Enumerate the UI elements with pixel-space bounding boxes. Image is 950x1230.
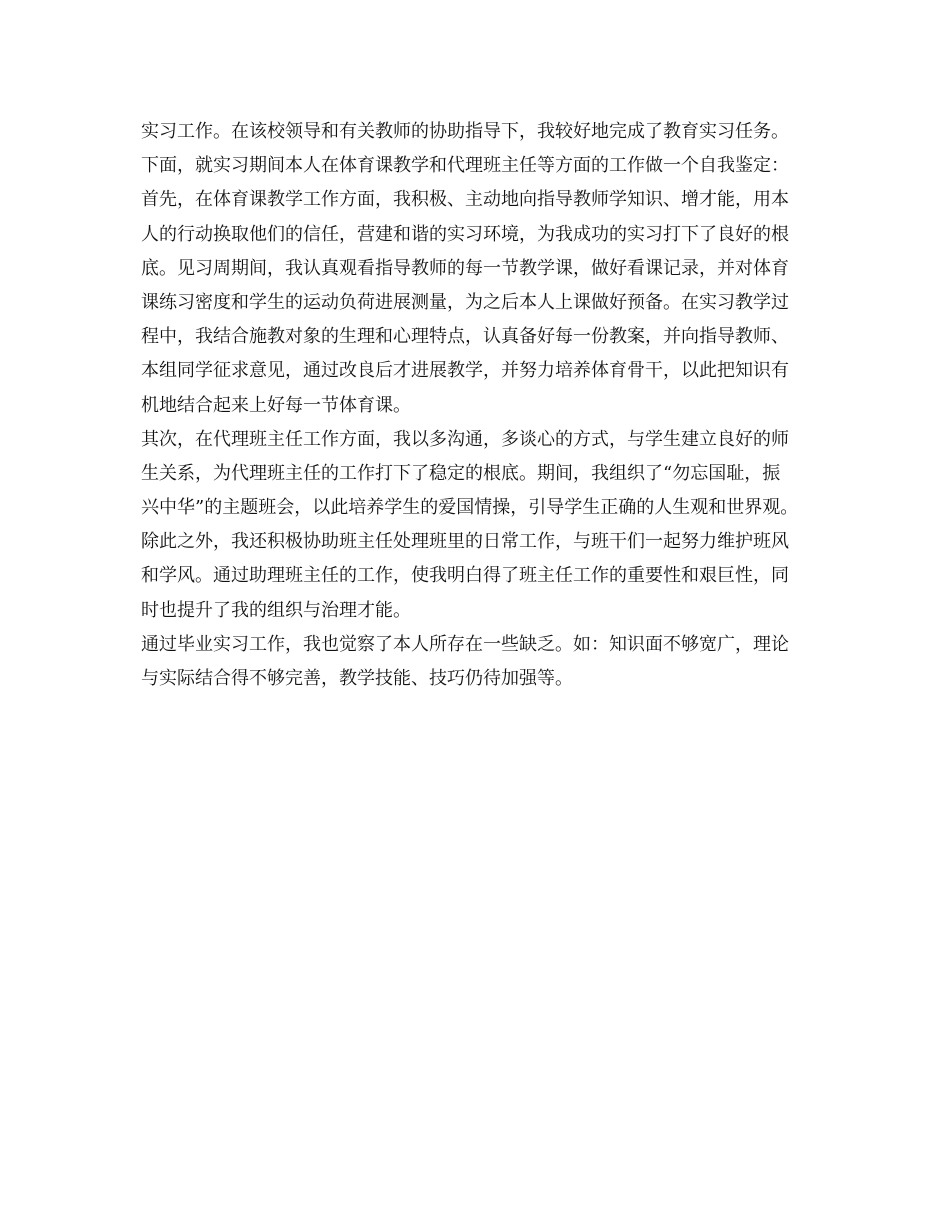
text-line: 下面，就实习期间本人在体育课教学和代理班主任等方面的工作做一个自我鉴定： (141, 155, 789, 177)
body-text (141, 115, 831, 696)
text-line: 其次，在代理班主任工作方面，我以多沟通，多谈心的方式，与学生建立良好的师 (141, 428, 789, 450)
text-line: 程中，我结合施教对象的生理和心理特点，认真备好每一份教案，并向指导教师、 (141, 326, 789, 348)
text-line: 除此之外，我还积极协助班主任处理班里的日常工作，与班干们一起努力维护班风 (141, 531, 789, 553)
text-line: 时也提升了我的组织与治理才能。 (141, 599, 411, 621)
text-line: 机地结合起来上好每一节体育课。 (141, 394, 411, 416)
text-line: 兴中华”的主题班会，以此培养学生的爱国情操，引导学生正确的人生观和世界观。 (141, 497, 799, 519)
text-line: 实习工作。在该校领导和有关教师的协助指导下，我较好地完成了教育实习任务。 (141, 121, 789, 142)
text-line: 底。见习周期间，我认真观看指导教师的每一节教学课，做好看课记录，并对体育 (141, 257, 789, 279)
text-line: 首先，在体育课教学工作方面，我积极、主动地向指导教师学知识、增才能，用本 (141, 189, 789, 211)
text-line: 人的行动换取他们的信任，营建和谐的实习环境，为我成功的实习打下了良好的根 (141, 223, 789, 245)
text-line: 生关系，为代理班主任的工作打下了稳定的根底。期间，我组织了“勿忘国耻，振 (141, 462, 781, 484)
text-line: 本组同学征求意见，通过改良后才进展教学，并努力培养体育骨干，以此把知识有 (141, 360, 789, 382)
text-line: 与实际结合得不够完善，教学技能、技巧仍待加强等。 (141, 668, 573, 689)
text-line: 和学风。通过助理班主任的工作，使我明白得了班主任工作的重要性和艰巨性，同 (141, 565, 789, 587)
text-line: 通过毕业实习工作，我也觉察了本人所存在一些缺乏。如：知识面不够宽广，理论 (141, 633, 789, 655)
text-line: 课练习密度和学生的运动负荷进展测量，为之后本人上课做好预备。在实习教学过 (141, 291, 789, 313)
